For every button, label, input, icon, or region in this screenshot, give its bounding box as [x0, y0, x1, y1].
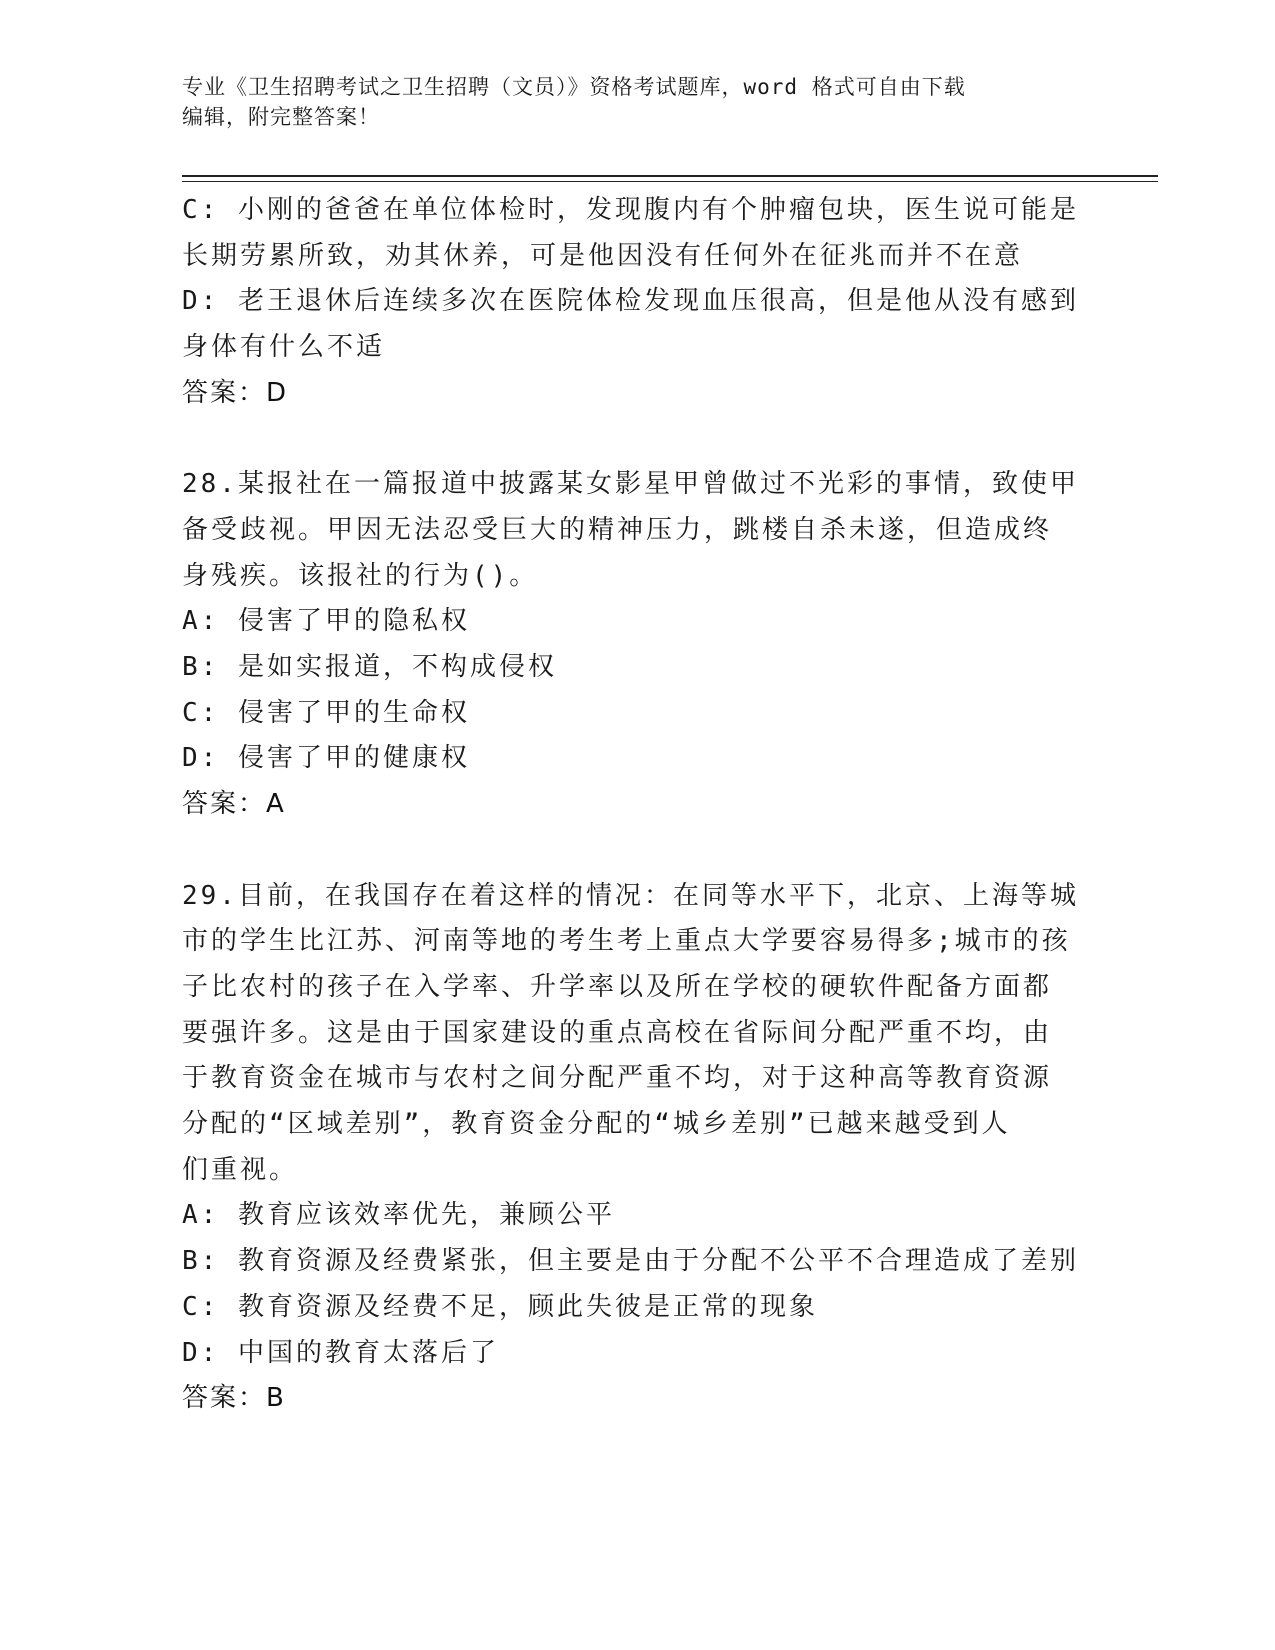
question-28-stem-line-2: 备受歧视。甲因无法忍受巨大的精神压力，跳楼自杀未遂，但造成终 [182, 514, 1053, 545]
question-29-stem-line-4: 要强许多。这是由于国家建设的重点高校在省际间分配严重不均，由 [182, 1017, 1053, 1048]
option-c-line-1: C: 小刚的爸爸在单位体检时，发现腹内有个肿瘤包块，医生说可能是 [182, 195, 1079, 225]
question-29-option-d: D: 中国的教育太落后了 [182, 1337, 499, 1368]
question-29-stem-line-3: 子比农村的孩子在入学率、升学率以及所在学校的硬软件配备方面都 [182, 971, 1053, 1002]
page-header [182, 72, 1082, 132]
question-29 [182, 874, 1082, 1422]
question-content [182, 188, 1082, 1422]
question-28-stem-line-1: 28.某报社在一篇报道中披露某女影星甲曾做过不光彩的事情，致使甲 [182, 469, 1079, 500]
question-28-option-a: A: 侵害了甲的隐私权 [182, 606, 470, 637]
question-29-stem-line-7: 们重视。 [182, 1154, 299, 1185]
answer-27: 答案：D [182, 377, 289, 408]
option-d-line-2: 身体有什么不适 [182, 332, 386, 363]
spacer [182, 828, 1082, 874]
question-27-tail [182, 188, 1082, 417]
question-29-stem-line-1: 29.目前，在我国存在着这样的情况：在同等水平下，北京、上海等城 [182, 880, 1079, 911]
answer-29: 答案：B [182, 1383, 286, 1414]
question-28-option-b: B: 是如实报道，不构成侵权 [182, 652, 557, 683]
question-29-option-a: A: 教育应该效率优先，兼顾公平 [182, 1200, 615, 1231]
question-28-option-c: C: 侵害了甲的生命权 [182, 697, 470, 728]
header-line-2: 编辑，附完整答案！ [182, 105, 380, 129]
spacer [182, 417, 1082, 463]
option-d-line-1: D: 老王退休后连续多次在医院体检发现血压很高，但是他从没有感到 [182, 286, 1079, 317]
answer-28: 答案：A [182, 789, 286, 820]
header-divider-thin [182, 181, 1158, 182]
question-29-option-b: B: 教育资源及经费紧张，但主要是由于分配不公平不合理造成了差别 [182, 1246, 1079, 1277]
question-29-stem-line-2: 市的学生比江苏、河南等地的考生考上重点大学要容易得多;城市的孩 [182, 926, 1071, 957]
question-29-stem-line-6: 分配的“区域差别”，教育资金分配的“城乡差别”已越来越受到人 [182, 1109, 1011, 1140]
question-28 [182, 462, 1082, 828]
header-divider-thick [182, 175, 1158, 177]
question-29-stem-line-5: 于教育资金在城市与农村之间分配严重不均，对于这种高等教育资源 [182, 1063, 1053, 1094]
question-29-option-c: C: 教育资源及经费不足，顾此失彼是正常的现象 [182, 1291, 818, 1322]
header-line-1: 专业《卫生招聘考试之卫生招聘（文员）》资格考试题库，word 格式可自由下载 [182, 75, 966, 99]
option-c-line-2: 长期劳累所致，劝其休养，可是他因没有任何外在征兆而并不在意 [182, 240, 1024, 271]
question-28-stem-line-3: 身残疾。该报社的行为()。 [182, 560, 539, 591]
question-28-option-d: D: 侵害了甲的健康权 [182, 743, 470, 774]
